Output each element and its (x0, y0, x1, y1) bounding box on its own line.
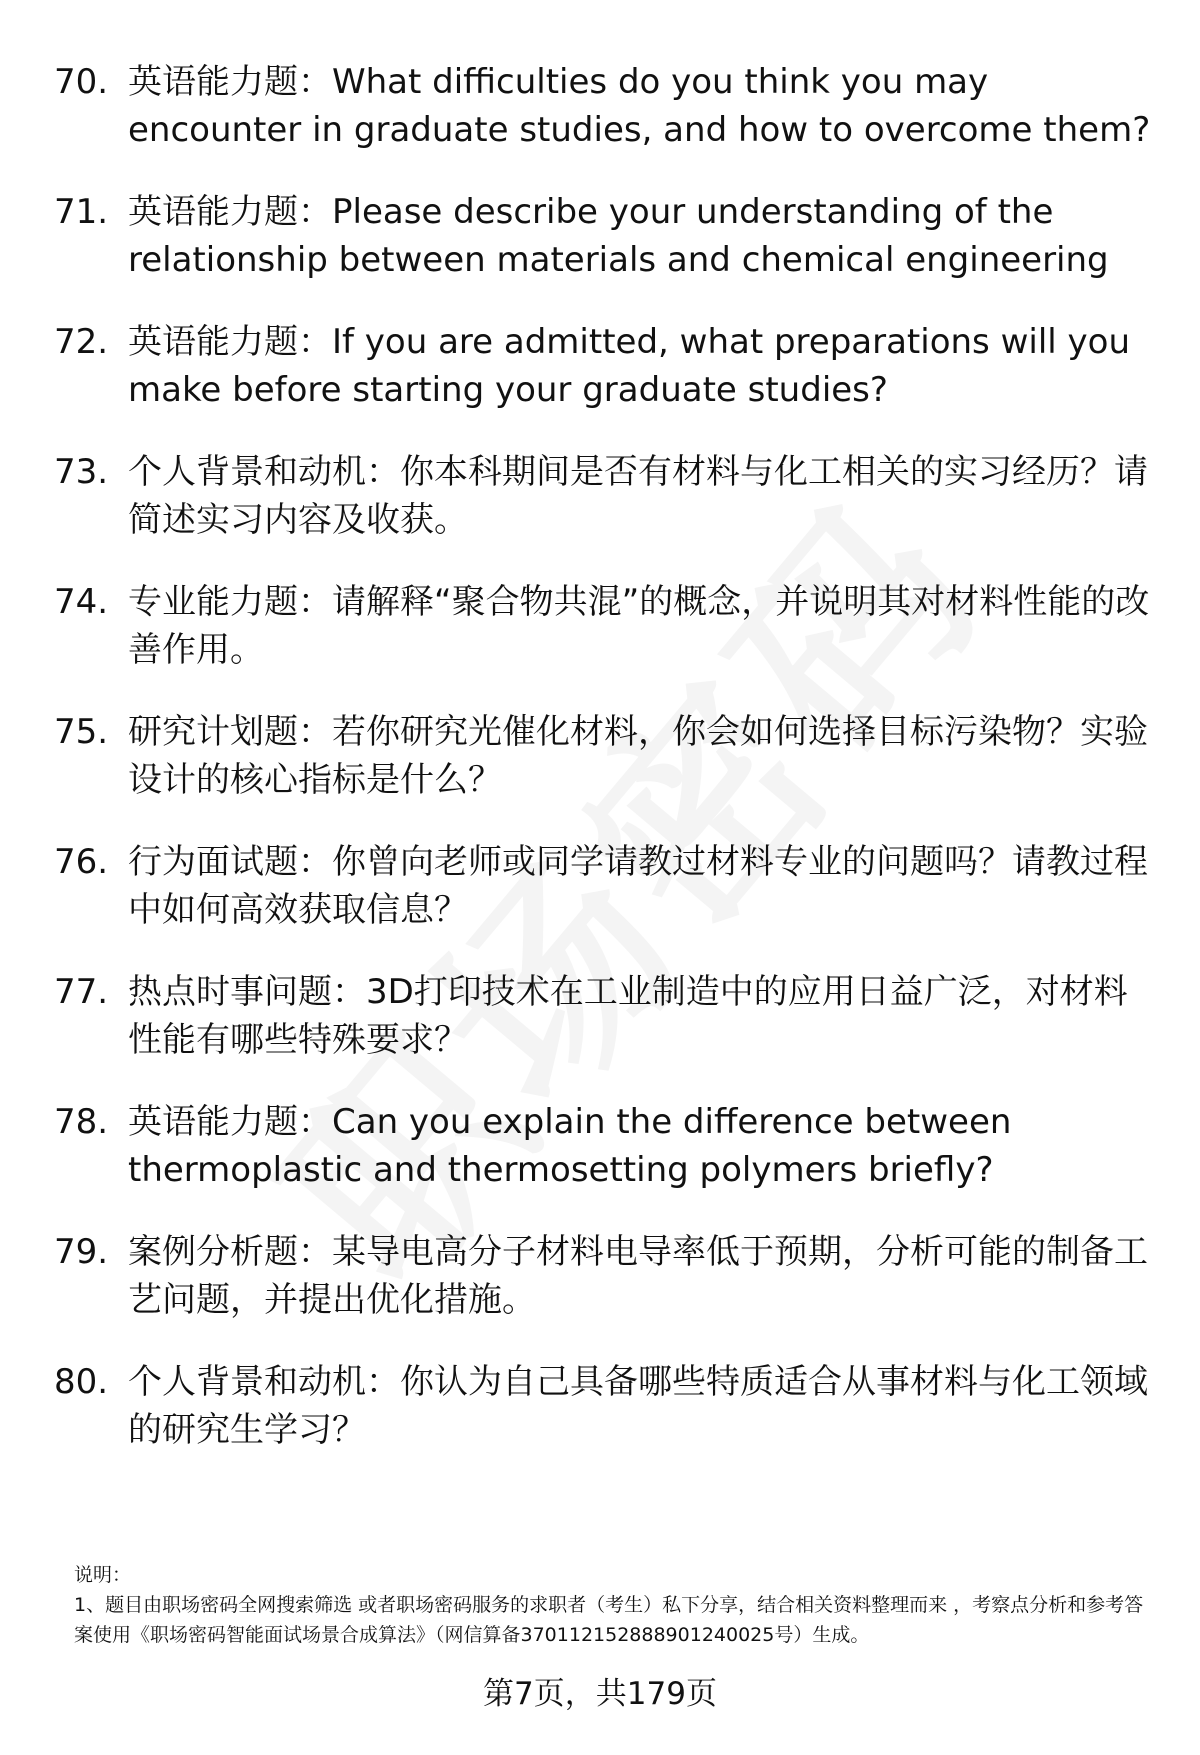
notes-line: 1、题目由职场密码全网搜索筛选 或者职场密码服务的求职者（考生）私下分享，结合相关资料整理而来 ，考察点分析和参考答案使用《职场密码智能面试场景合成算法》（网信算备370112152888901240025号）生成。 (74, 1594, 1144, 1646)
question-number: 78. (54, 1102, 109, 1142)
question-number: 71. (54, 192, 109, 232)
question-number: 76. (54, 842, 109, 882)
question-item (0, 448, 1200, 544)
notes-title: 说明： (74, 1564, 132, 1586)
question-item (0, 708, 1200, 804)
question-text: 英语能力题：Can you explain the difference between thermoplastic and thermosetting polymers briefly? (128, 1102, 1012, 1190)
question-text: 英语能力题：If you are admitted, what preparations will you make before starting your graduate studies? (128, 322, 1131, 410)
question-number: 75. (54, 712, 109, 752)
question-number: 72. (54, 322, 109, 362)
question-text: 个人背景和动机：你认为自己具备哪些特质适合从事材料与化工领域的研究生学习？ (128, 1362, 1148, 1450)
question-item (0, 58, 1200, 154)
question-item (0, 968, 1200, 1064)
question-text: 专业能力题：请解释“聚合物共混”的概念，并说明其对材料性能的改善作用。 (128, 582, 1150, 670)
question-item (0, 1358, 1200, 1454)
page-indicator: 第7页，共179页 (483, 1676, 717, 1712)
question-number: 70. (54, 62, 109, 102)
question-number: 80. (54, 1362, 109, 1402)
question-text: 个人背景和动机：你本科期间是否有材料与化工相关的实习经历？请简述实习内容及收获。 (128, 452, 1148, 540)
question-number: 77. (54, 972, 109, 1012)
question-text: 英语能力题：Please describe your understanding of the relationship between materials and chemical engineering (128, 192, 1109, 280)
question-number: 79. (54, 1232, 109, 1272)
question-item (0, 1098, 1200, 1194)
question-item (0, 1228, 1200, 1324)
question-text: 英语能力题：What difficulties do you think you may encounter in graduate studies, and how to overcome them? (128, 62, 1151, 150)
question-text: 行为面试题：你曾向老师或同学请教过材料专业的问题吗？请教过程中如何高效获取信息？ (128, 842, 1148, 930)
question-text: 热点时事问题：3D打印技术在工业制造中的应用日益广泛，对材料性能有哪些特殊要求？ (128, 972, 1128, 1060)
notes-section (74, 1560, 1154, 1650)
question-number: 74. (54, 582, 109, 622)
question-item (0, 838, 1200, 934)
question-text: 研究计划题：若你研究光催化材料，你会如何选择目标污染物？实验设计的核心指标是什么？ (128, 712, 1148, 800)
question-list (0, 58, 1200, 1488)
question-item (0, 578, 1200, 674)
question-text: 案例分析题：某导电高分子材料电导率低于预期，分析可能的制备工艺问题，并提出优化措施。 (128, 1232, 1148, 1320)
question-number: 73. (54, 452, 109, 492)
question-item (0, 188, 1200, 284)
question-item (0, 318, 1200, 414)
